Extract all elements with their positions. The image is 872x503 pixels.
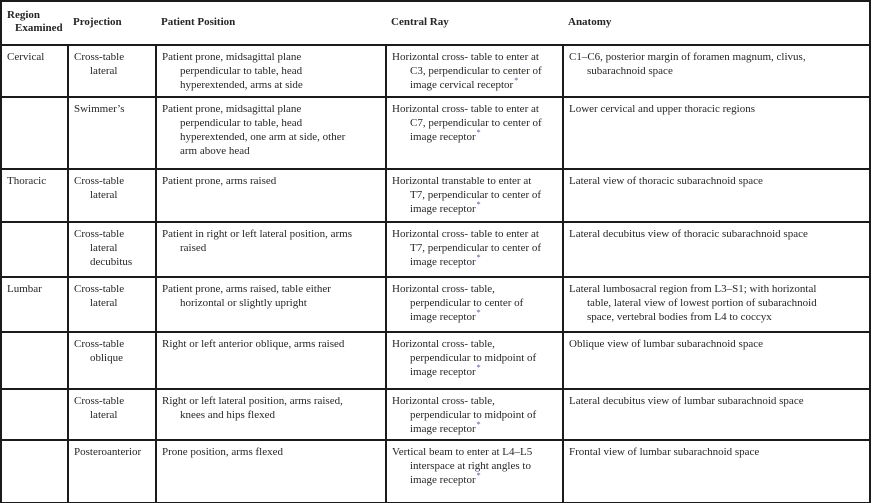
table-row [1,440,870,503]
cell-region-examined [1,389,68,440]
text-line: Lateral decubitus view of thoracic subarachnoid space [569,228,808,240]
cell-patient-position [156,222,386,277]
footnote-marker: * [514,76,519,86]
text-line: Lateral decubitus view of lumbar subarachnoid space [569,395,804,407]
text-line: Right or left lateral position, arms raised, [162,395,343,407]
text-line: Prone position, arms flexed [162,446,283,458]
cell-anatomy [563,97,870,169]
text-line: Patient in right or left lateral position, arms [162,228,353,240]
footnote-marker: * [476,471,481,481]
text-line: image receptor* [410,363,481,378]
text-line: Projection [73,15,122,28]
text-line: image receptor* [410,420,481,435]
cell-central-ray [386,169,563,222]
text-line: Horizontal transtable to enter at [392,175,532,187]
text-line: C3, perpendicular to center of [410,65,542,77]
cell-projection [68,332,156,389]
text-line: lateral [90,297,118,309]
text-line: Patient prone, midsagittal plane [162,103,302,115]
text-line: T7, perpendicular to center of [410,189,542,201]
cell-central-ray [386,222,563,277]
cell-region-examined [1,97,68,169]
column-header-anatomy [563,1,870,45]
text-line: Cross-table [74,395,125,407]
cell-central-ray [386,332,563,389]
cell-patient-position [156,45,386,97]
text-line: Frontal view of lumbar subarachnoid space [569,446,760,458]
text-line: subarachnoid space [587,65,673,77]
cell-anatomy [563,222,870,277]
cell-projection [68,45,156,97]
cell-region-examined: Thoracic [1,169,68,222]
text-line: Vertical beam to enter at L4–L5 [392,446,533,458]
text-line: image receptor* [410,308,481,323]
text-line: image receptor* [410,200,481,215]
text-line: perpendicular to table, head [180,117,303,129]
text-line: hyperextended, arms at side [180,79,303,91]
column-header-region-examined [1,1,68,45]
cell-central-ray [386,97,563,169]
cell-anatomy [563,332,870,389]
footnote-marker: * [476,253,481,263]
text-line: lateral [90,242,118,254]
text-line: Oblique view of lumbar subarachnoid space [569,338,763,350]
footnote-marker: * [476,420,481,430]
cell-anatomy [563,389,870,440]
cell-region-examined [1,222,68,277]
footnote-marker: * [476,308,481,318]
text-line: raised [180,242,207,254]
cell-anatomy [563,440,870,503]
column-header-projection [68,1,156,45]
cell-projection [68,440,156,503]
text-line: Cross-table [74,175,125,187]
cell-central-ray [386,277,563,332]
text-line: Posteroanterior [74,446,142,458]
table-row [1,45,870,97]
text-line: Right or left anterior oblique, arms raised [162,338,345,350]
text-line: Patient prone, arms raised, table either [162,283,331,295]
text-line: image receptor* [410,471,481,486]
cell-region-examined [1,332,68,389]
cell-central-ray [386,389,563,440]
text-line: Cross-table [74,228,125,240]
text-line: perpendicular to center of [410,297,524,309]
cell-projection [68,169,156,222]
text-line: T7, perpendicular to center of [410,242,542,254]
text-line: image receptor* [410,253,481,268]
cell-anatomy [563,169,870,222]
cell-patient-position [156,97,386,169]
text-line: Patient prone, arms raised [162,175,277,187]
cell-projection [68,222,156,277]
text-line: Horizontal cross- table to enter at [392,228,539,240]
column-header-patient-position [156,1,386,45]
cell-anatomy [563,45,870,97]
footnote-marker: * [476,128,481,138]
cell-region-examined: Cervical [1,45,68,97]
cell-patient-position [156,389,386,440]
cell-patient-position [156,277,386,332]
text-line: image receptor* [410,128,481,143]
text-line: Lateral lumbosacral region from L3–S1; with horizontal [569,283,817,295]
text-line: lateral [90,409,118,421]
table-row [1,277,870,332]
text-line: Horizontal cross- table to enter at [392,103,539,115]
text-line: Patient prone, midsagittal plane [162,51,302,63]
cell-patient-position [156,332,386,389]
table-row [1,97,870,169]
text-line: lateral [90,189,118,201]
header-row [1,1,870,45]
text-line: Horizontal cross- table, [392,283,495,295]
text-line: Cross-table [74,51,125,63]
cell-central-ray [386,440,563,503]
text-line: Cross-table [74,283,125,295]
text-line: C7, perpendicular to center of [410,117,542,129]
footnote-marker: * [476,363,481,373]
text-line: Horizontal cross- table to enter at [392,51,539,63]
column-header-central-ray [386,1,563,45]
text-line: oblique [90,352,123,364]
cell-patient-position [156,169,386,222]
text-line: Lateral view of thoracic subarachnoid space [569,175,763,187]
text-line: Horizontal cross- table, [392,338,495,350]
text-line: C1–C6, posterior margin of foramen magnum, clivus, [569,51,806,63]
table-row [1,389,870,440]
text-line: interspace at right angles to [410,460,531,472]
text-line: horizontal or slightly upright [180,297,307,309]
cell-projection [68,97,156,169]
text-line: perpendicular to midpoint of [410,409,537,421]
text-line: knees and hips flexed [180,409,275,421]
cell-central-ray [386,45,563,97]
cell-patient-position [156,440,386,503]
text-line: Cross-table [74,338,125,350]
text-line: Examined [15,22,63,34]
text-line: decubitus [90,256,133,268]
text-line: Anatomy [568,15,612,28]
table-row [1,222,870,277]
text-line: Region [7,9,40,21]
text-line: Lower cervical and upper thoracic regions [569,103,755,115]
text-line: table, lateral view of lowest portion of subarachnoid [587,297,817,309]
text-line: lateral [90,65,118,77]
text-line: perpendicular to table, head [180,65,303,77]
cell-anatomy [563,277,870,332]
text-line: perpendicular to midpoint of [410,352,537,364]
text-line: Central Ray [391,15,449,28]
text-line: Swimmer’s [74,103,125,115]
text-line: Patient Position [161,15,236,28]
cell-region-examined [1,440,68,503]
footnote-marker: * [476,200,481,210]
cell-region-examined: Lumbar [1,277,68,332]
text-line: image cervical receptor* [410,76,519,91]
text-line: hyperextended, one arm at side, other [180,131,346,143]
table-row [1,169,870,222]
cell-projection [68,277,156,332]
text-line: Horizontal cross- table, [392,395,495,407]
text-line: arm above head [180,145,250,157]
text-line: space, vertebral bodies from L4 to coccyx [587,311,772,323]
table-row [1,332,870,389]
cell-projection [68,389,156,440]
